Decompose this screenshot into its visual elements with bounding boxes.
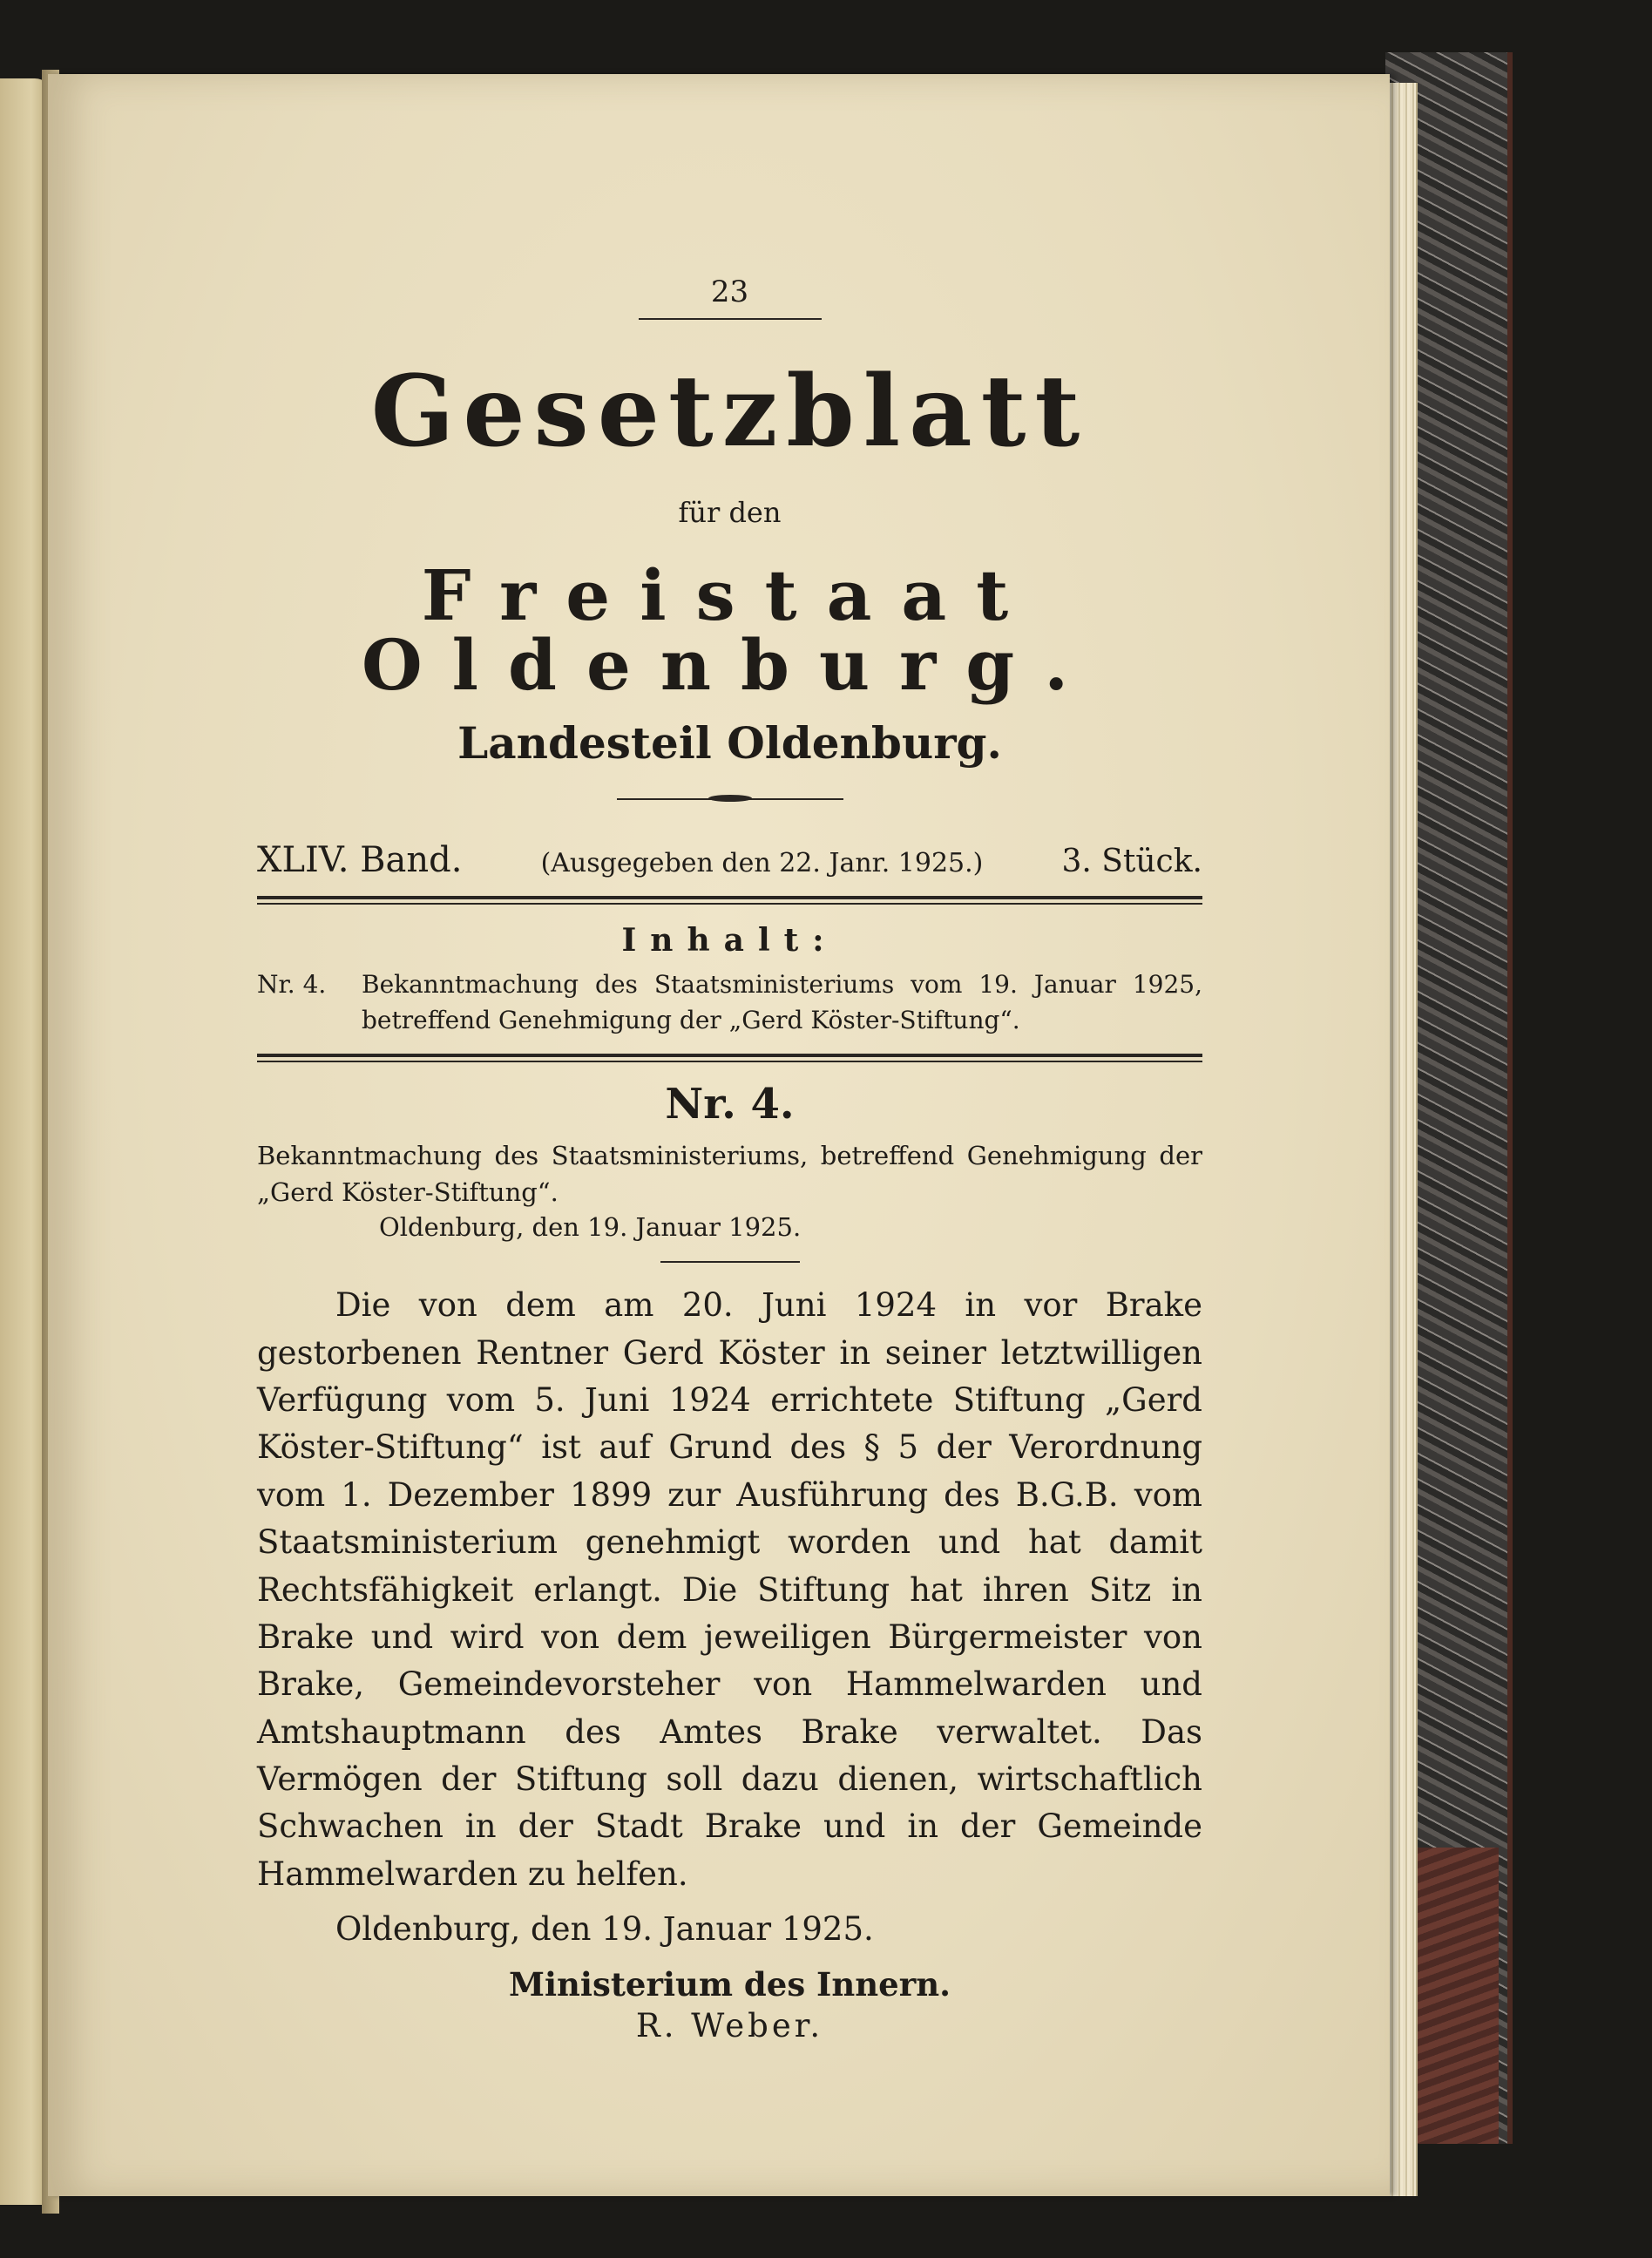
signature-name: R. Weber. <box>635 2007 824 2045</box>
section-dateline: Oldenburg, den 19. Januar 1925. <box>379 1212 802 1243</box>
ornament-divider <box>617 793 843 805</box>
issue-date: (Ausgegeben den 22. Janr. 1925.) <box>540 848 984 878</box>
issue-metadata <box>257 840 1202 880</box>
state-name: Freistaat Oldenburg. <box>361 554 1099 706</box>
double-rule <box>257 1054 1202 1062</box>
page-content <box>257 275 1202 2044</box>
book-page <box>48 74 1390 2196</box>
body-paragraph: Die von dem am 20. Juni 1924 in vor Brake gestorbenen Rentner Gerd Köster in seiner letztwilligen Verfügung vom 5. Juni 1924 errichtete Stiftung „Gerd Köster-Stiftung“ ist auf Grund des § 5 der Verordnung vom 1. Dezember 1899 zur Ausführung des B.G.B. vom Staatsministerium genehmigt worden und hat damit Rechtsfähigkeit erlangt. Die Stiftung hat ihren Sitz in Brake und wird von dem jeweiligen Bürgermeister von Brake, Gemeindevorsteher von Hammelwarden und Amtshauptmann des Amtes Brake verwaltet. Das Vermögen der Stiftung soll dazu dienen, wirtschaftlich Schwachen in der Stadt Brake und in der Gemeinde Hammelwarden zu helfen. <box>257 1286 1202 1893</box>
section-subtitle: Bekanntmachung des Staatsministeriums, betreffend Genehmigung der „Gerd Köster-Stiftung“. <box>257 1141 1202 1208</box>
volume-label: XLIV. Band. <box>257 840 463 880</box>
title-connector: für den <box>678 496 782 529</box>
publication-title: Gesetzblatt <box>370 355 1089 469</box>
contents-entry-text: Bekanntmachung des Staatsministeriums vom 19. Januar 1925, betreffend Genehmigung der „Gerd Köster-Stiftung“. <box>362 970 1202 1034</box>
contents-heading: Inhalt: <box>621 922 838 959</box>
page-number: 23 <box>639 275 822 320</box>
contents-entry-number: Nr. 4. <box>257 970 327 999</box>
region-name: Landesteil Oldenburg. <box>457 717 1002 769</box>
double-rule <box>257 896 1202 905</box>
signature-date: Oldenburg, den 19. Januar 1925. <box>335 1910 874 1949</box>
section-heading: Nr. 4. <box>665 1080 795 1129</box>
short-rule <box>660 1261 800 1263</box>
signature-ministry: Ministerium des Innern. <box>509 1965 951 2004</box>
contents-entry <box>257 967 1202 1038</box>
issue-number: 3. Stück. <box>1061 844 1202 879</box>
